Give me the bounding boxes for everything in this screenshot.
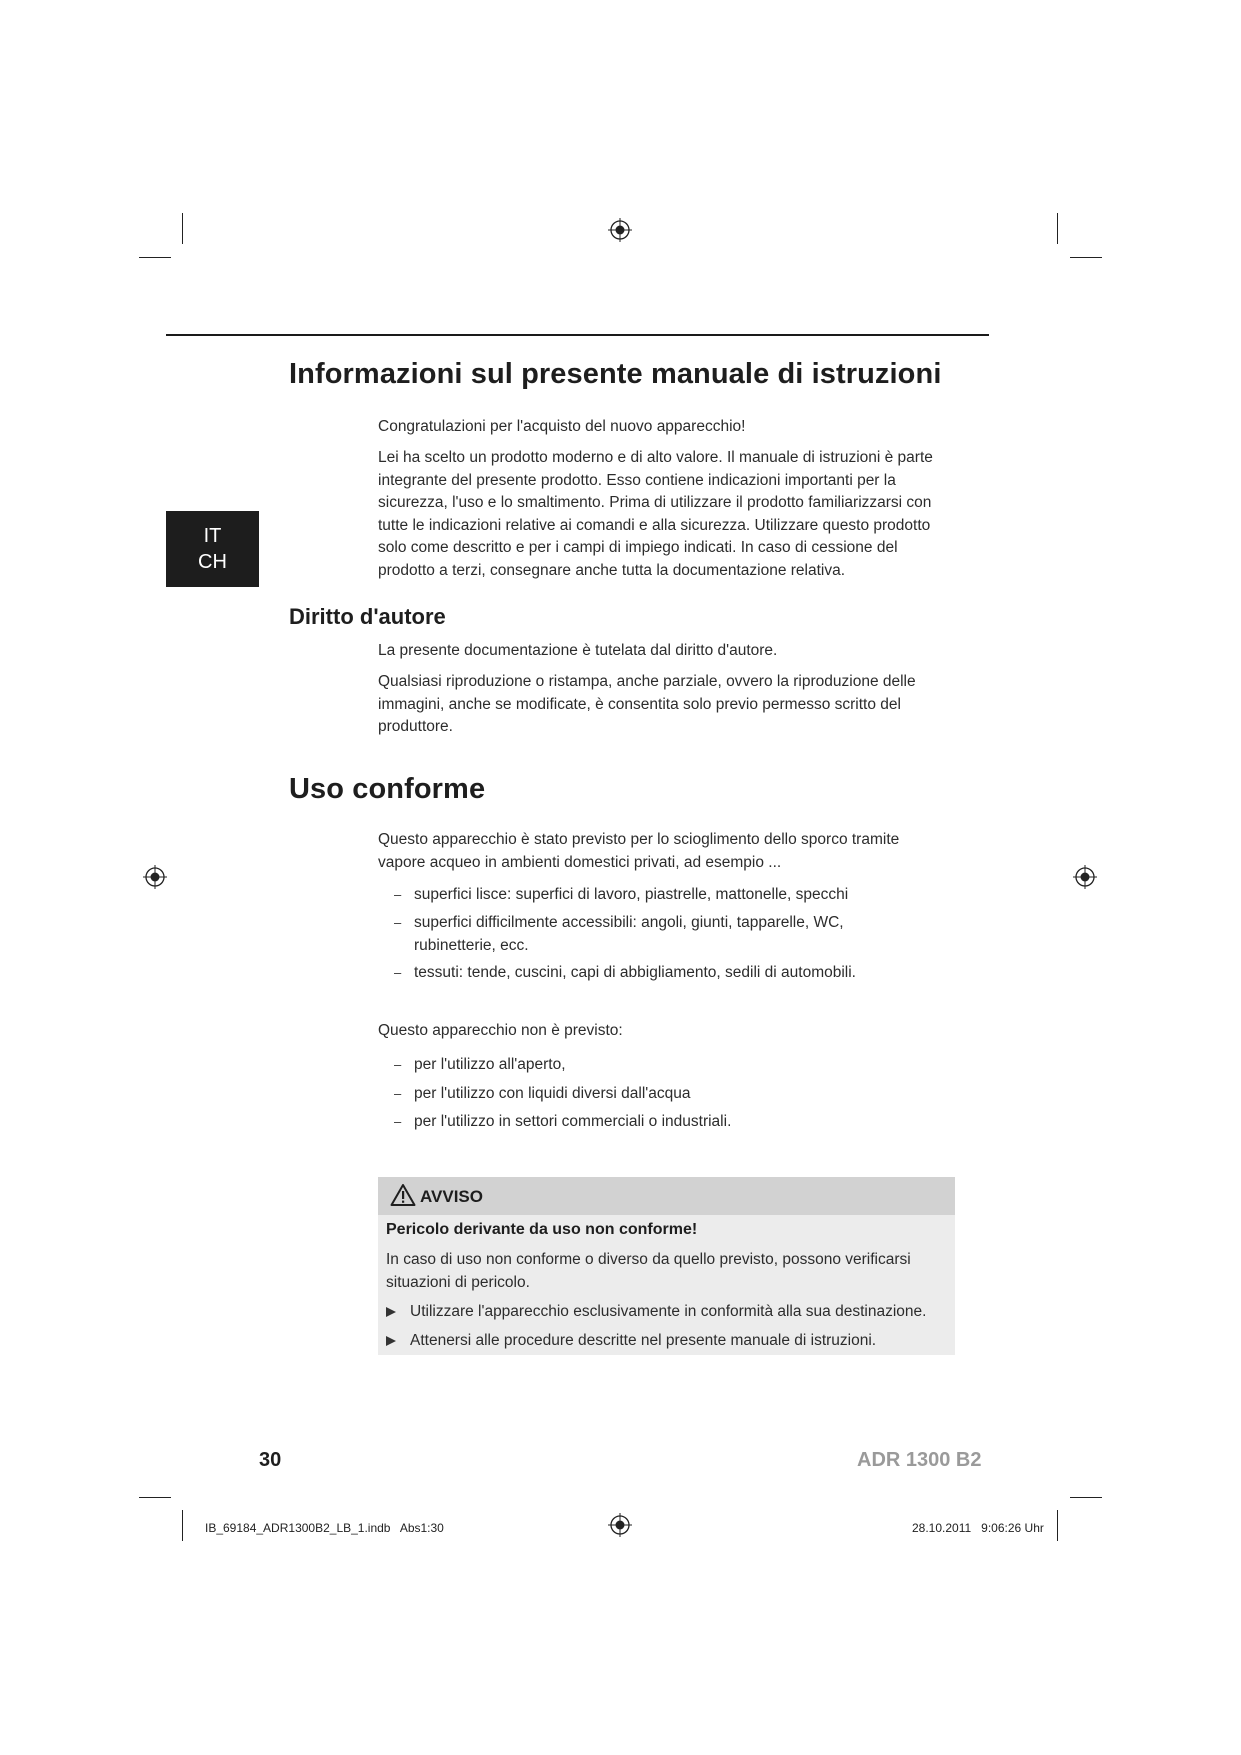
dash-bullet: – [394, 915, 402, 930]
language-tab [166, 511, 259, 587]
language-code-ch: CH [198, 551, 227, 573]
crop-mark [182, 1510, 183, 1541]
registration-mark-icon [608, 1513, 632, 1537]
intended-use-paragraph-1: Questo apparecchio è stato previsto per lo scioglimento dello sporco tramite vapore acqueo in ambienti domestici privati, ad esempio ... [378, 831, 900, 871]
crop-mark [1070, 1497, 1102, 1498]
registration-mark-icon [608, 218, 632, 242]
arrow-bullet-icon [386, 1336, 396, 1346]
dash-bullet: – [394, 1086, 402, 1101]
intended-use-paragraph-2: Questo apparecchio non è previsto: [378, 1022, 623, 1039]
dash-bullet: – [394, 965, 402, 980]
section-heading-copyright: Diritto d'autore [289, 604, 446, 629]
warning-header [378, 1177, 955, 1215]
crop-mark [1057, 213, 1058, 244]
page-number: 30 [259, 1449, 282, 1471]
language-code-it: IT [203, 525, 222, 547]
date-slug: 28.10.2011 9:06:26 Uhr [912, 1521, 1044, 1535]
warning-instruction: Attenersi alle procedure descritte nel presente manuale di istruzioni. [410, 1330, 950, 1353]
warning-subtitle: Pericolo derivante da uso non conforme! [386, 1221, 698, 1238]
list-item: – per l'utilizzo con liquidi diversi dall'acqua [414, 1083, 954, 1106]
warning-instruction: Utilizzare l'apparecchio esclusivamente in conformità alla sua destinazione. [410, 1301, 950, 1324]
copyright-paragraph-2: Qualsiasi riproduzione o ristampa, anche parziale, ovvero la riproduzione delle immagini, anche se modificate, è consentita solo previo permesso scritto del produttore. [378, 673, 916, 735]
dash-bullet: – [394, 1114, 402, 1129]
section-heading-intended-use: Uso conforme [289, 773, 486, 805]
model-name: ADR 1300 B2 [857, 1449, 982, 1471]
list-item: – per l'utilizzo all'aperto, [414, 1054, 954, 1077]
warning-text: In caso di uso non conforme o diverso da quello previsto, possono verificarsi situazioni di pericolo. [386, 1251, 911, 1291]
copyright-paragraph-1: La presente documentazione è tutelata dal diritto d'autore. [378, 642, 778, 659]
warning-label: AVVISO [420, 1187, 483, 1206]
intro-paragraph-1: Congratulazioni per l'acquisto del nuovo apparecchio! [378, 418, 746, 435]
warning-triangle-icon [390, 1183, 416, 1207]
list-item: – superfici difficilmente accessibili: angoli, giunti, tapparelle, WC, rubinetterie, ecc. [394, 914, 844, 954]
registration-mark-icon [143, 865, 167, 889]
dash-bullet: – [394, 1057, 402, 1072]
intro-paragraph-2: Lei ha scelto un prodotto moderno e di alto valore. Il manuale di istruzioni è parte integrante del presente prodotto. Esso contiene indicazioni importanti per la sicurezza, l'uso e lo smaltimento. Prima di utilizzare il prodotto familiarizzarsi con tutte le indicazioni relative ai comandi e alla sicurezza. Utilizzare questo prodotto solo come descritto e per i campi di impiego indicati. In caso di cessione del prodotto a terzi, consegnare anche tutta la documentazione relativa. [378, 449, 933, 579]
top-rule [166, 334, 989, 336]
list-item: – per l'utilizzo in settori commerciali o industriali. [414, 1111, 954, 1134]
crop-mark [139, 1497, 171, 1498]
crop-mark [139, 257, 171, 258]
list-item: – tessuti: tende, cuscini, capi di abbigliamento, sedili di automobili. [414, 962, 954, 985]
file-slug: IB_69184_ADR1300B2_LB_1.indb Abs1:30 [205, 1521, 444, 1535]
registration-mark-icon [1073, 865, 1097, 889]
crop-mark [182, 213, 183, 244]
crop-mark [1057, 1510, 1058, 1541]
list-item: – superfici lisce: superfici di lavoro, piastrelle, mattonelle, specchi [414, 884, 954, 907]
crop-mark [1070, 257, 1102, 258]
dash-bullet: – [394, 887, 402, 902]
warning-box [378, 1177, 955, 1355]
page-title: Informazioni sul presente manuale di istruzioni [289, 358, 942, 390]
arrow-bullet-icon [386, 1307, 396, 1317]
